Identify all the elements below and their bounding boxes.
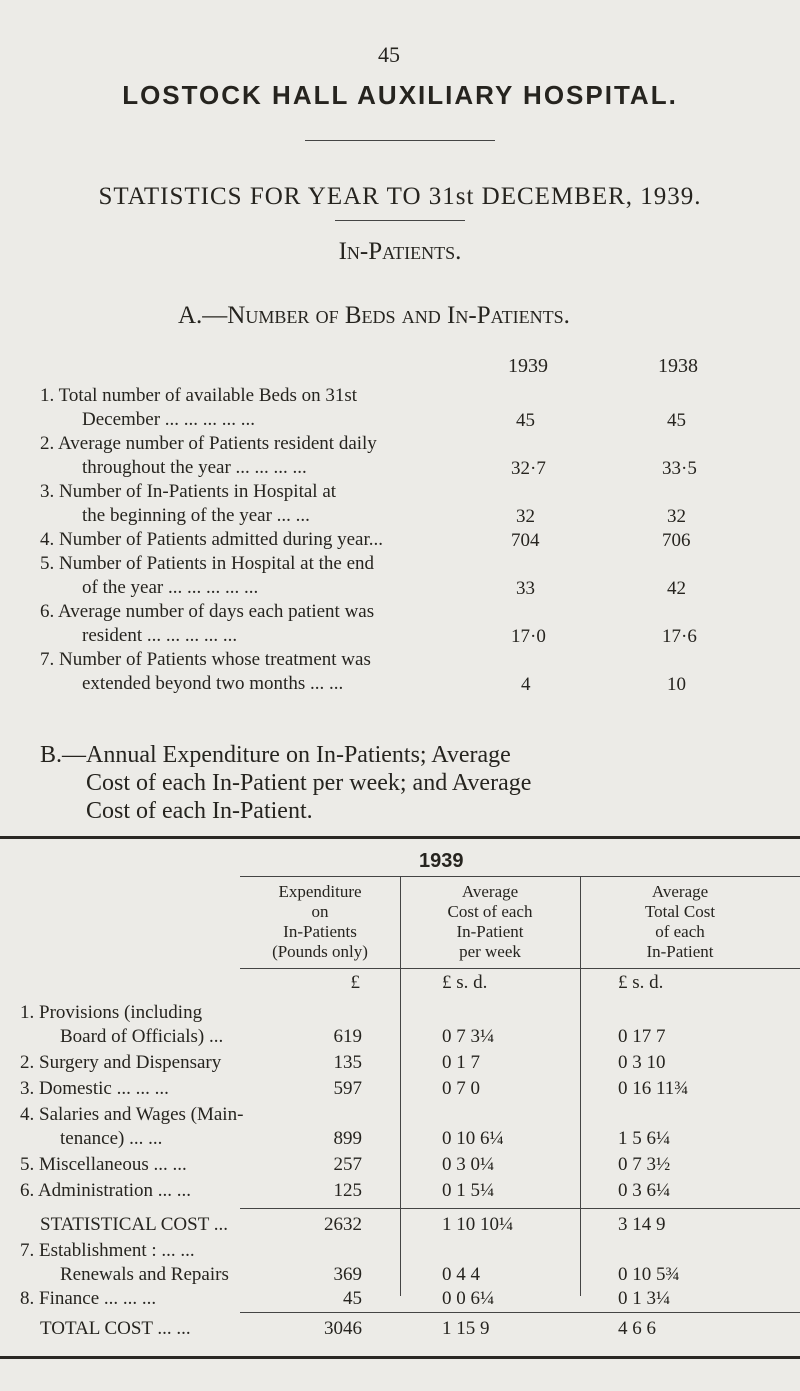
a-value-1939: 32 — [516, 506, 535, 527]
a-value-1939: 704 — [511, 530, 540, 551]
table-year: 1939 — [419, 850, 464, 872]
header-avg-total: Average Total Cost of each In-Patient — [644, 882, 716, 961]
a-line: the beginning of the year ... ... — [82, 505, 310, 526]
cell-week: 1 15 9 — [442, 1318, 490, 1339]
section-a-heading: A.—Number of Beds and In-Patients. — [178, 302, 570, 329]
a-value-1938: 17·6 — [662, 626, 697, 647]
header-rule — [240, 876, 800, 877]
cell-exp: 2632 — [324, 1214, 362, 1235]
table-bottom-rule — [0, 1356, 800, 1359]
row-label: 6. Administration ... ... — [20, 1180, 191, 1201]
page-number: 45 — [378, 42, 400, 67]
a-line: 3. Number of In-Patients in Hospital at — [40, 481, 337, 502]
a-line: of the year ... ... ... ... ... — [82, 577, 259, 598]
a-value-1938: 706 — [662, 530, 691, 551]
a-line: 5. Number of Patients in Hospital at the end — [40, 553, 375, 574]
header-expenditure: Expenditure on In-Patients (Pounds only) — [272, 882, 368, 961]
a-value-1939: 33 — [516, 578, 535, 599]
col-1938: 1938 — [658, 355, 698, 377]
row-label: 3. Domestic ... ... ... — [20, 1078, 169, 1099]
cell-week: 0 10 6¼ — [442, 1128, 504, 1149]
cell-week: 0 4 4 — [442, 1264, 480, 1285]
a-value-1939: 4 — [521, 674, 531, 695]
column-divider — [400, 876, 401, 1296]
total-rule — [240, 1312, 800, 1313]
row-label: 2. Surgery and Dispensary — [20, 1052, 222, 1073]
cell-week: 0 1 5¼ — [442, 1180, 495, 1201]
row-label: 4. Salaries and Wages (Main- — [20, 1104, 244, 1125]
unit-lsd: £ s. d. — [618, 972, 664, 993]
a-value-1938: 32 — [667, 506, 686, 527]
header-avg-week: Average Cost of each In-Patient per week — [447, 882, 533, 961]
cell-week: 0 3 0¼ — [442, 1154, 495, 1175]
cell-total: 0 10 5¾ — [618, 1264, 680, 1285]
row-label: Board of Officials) ... — [60, 1026, 224, 1047]
section-b-heading: Cost of each In-Patient per week; and Average — [86, 770, 532, 796]
a-line: 2. Average number of Patients resident daily — [40, 433, 377, 454]
row-label: Renewals and Repairs — [60, 1264, 229, 1285]
cell-exp: 257 — [333, 1154, 362, 1175]
row-label: TOTAL COST ... ... — [40, 1318, 191, 1339]
cell-exp: 597 — [333, 1078, 362, 1099]
cell-week: 0 7 0 — [442, 1078, 480, 1099]
row-label: 7. Establishment : ... ... — [20, 1240, 195, 1261]
subtitle: STATISTICS FOR YEAR TO 31st DECEMBER, 1939. — [98, 183, 702, 210]
unit-lsd: £ s. d. — [442, 972, 488, 993]
row-label: 1. Provisions (including — [20, 1002, 203, 1023]
a-line: 7. Number of Patients whose treatment was — [40, 649, 371, 670]
cell-exp: 125 — [333, 1180, 362, 1201]
subtitle-rule — [335, 220, 465, 221]
row-label: 5. Miscellaneous ... ... — [20, 1154, 187, 1175]
a-value-1939: 17·0 — [511, 626, 546, 647]
a-line: 1. Total number of available Beds on 31st — [40, 385, 358, 406]
cell-exp: 135 — [333, 1052, 362, 1073]
cell-total: 1 5 6¼ — [618, 1128, 671, 1149]
a-line: throughout the year ... ... ... ... — [82, 457, 307, 478]
a-line: resident ... ... ... ... ... — [82, 625, 238, 646]
cell-exp: 619 — [333, 1026, 362, 1047]
cell-exp: 369 — [333, 1264, 362, 1285]
cell-total: 3 14 9 — [618, 1214, 666, 1235]
section-b-heading: B.—Annual Expenditure on In-Patients; Average — [40, 742, 511, 768]
title-rule — [305, 140, 495, 141]
a-line: 6. Average number of days each patient was — [40, 601, 375, 622]
column-divider — [580, 876, 581, 1296]
cell-total: 0 3 6¼ — [618, 1180, 671, 1201]
cell-total: 0 7 3½ — [618, 1154, 671, 1175]
row-label: 8. Finance ... ... ... — [20, 1288, 157, 1309]
col-1939: 1939 — [508, 355, 548, 377]
a-value-1938: 10 — [667, 674, 686, 695]
cell-exp: 3046 — [324, 1318, 362, 1339]
unit-pounds: £ — [350, 972, 360, 993]
table-top-rule — [0, 836, 800, 839]
page-title: LOSTOCK HALL AUXILIARY HOSPITAL. — [122, 80, 678, 110]
cell-total: 4 6 6 — [618, 1318, 656, 1339]
cell-total: 0 1 3¼ — [618, 1288, 671, 1309]
cell-total: 0 17 7 — [618, 1026, 666, 1047]
a-value-1939: 45 — [516, 410, 535, 431]
row-label: STATISTICAL COST ... — [40, 1214, 228, 1235]
cell-week: 0 7 3¼ — [442, 1026, 495, 1047]
subtotal-rule — [240, 1208, 800, 1209]
a-value-1938: 33·5 — [662, 458, 697, 479]
cell-exp: 899 — [333, 1128, 362, 1149]
a-line: extended beyond two months ... ... — [82, 673, 344, 694]
subheading: In-Patients. — [338, 238, 462, 265]
section-b-heading: Cost of each In-Patient. — [86, 798, 313, 824]
header-bottom-rule — [240, 968, 800, 969]
cell-week: 0 1 7 — [442, 1052, 480, 1073]
a-value-1938: 45 — [667, 410, 686, 431]
cell-exp: 45 — [343, 1288, 362, 1309]
cell-week: 1 10 10¼ — [442, 1214, 514, 1235]
a-value-1939: 32·7 — [511, 458, 546, 479]
cell-total: 0 16 11¾ — [618, 1078, 689, 1099]
a-line: December ... ... ... ... ... — [82, 409, 256, 430]
a-value-1938: 42 — [667, 578, 686, 599]
a-line: 4. Number of Patients admitted during year... — [40, 529, 383, 550]
cell-week: 0 0 6¼ — [442, 1288, 495, 1309]
cell-total: 0 3 10 — [618, 1052, 666, 1073]
row-label: tenance) ... ... — [60, 1128, 163, 1149]
